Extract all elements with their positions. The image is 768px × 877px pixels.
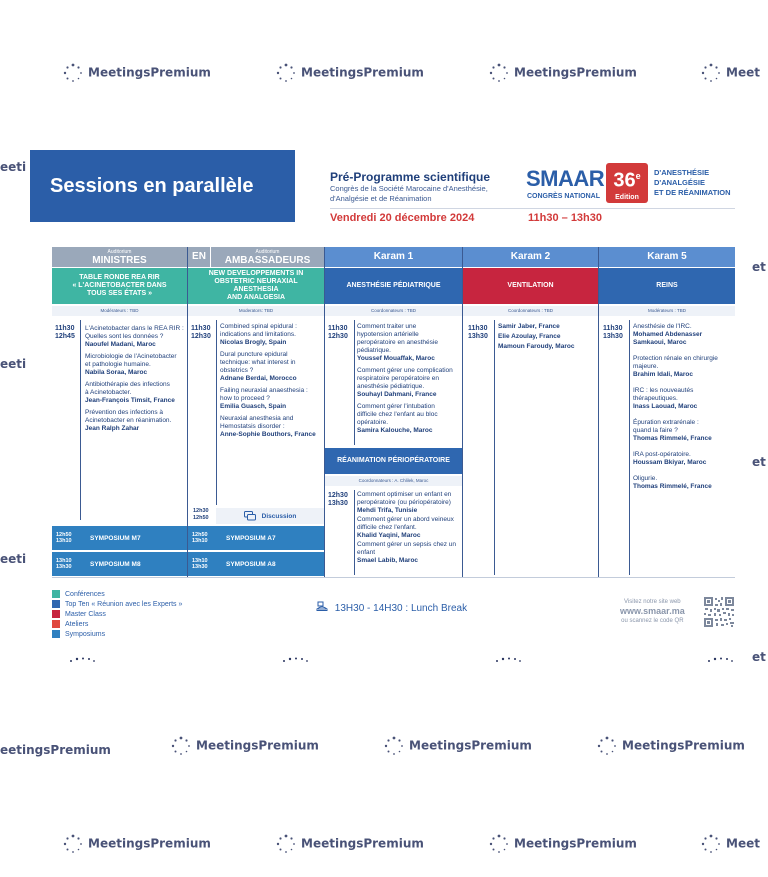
time-start: 13h10 [192,558,208,564]
society-line: ET DE RÉANIMATION [654,188,731,197]
talk-title: Comment gérer l'intubation [357,403,435,410]
legend-label: Master Class [65,611,106,618]
watermark [752,260,766,274]
talk-title: L'Acinetobacter dans le REA RIR : [85,325,184,332]
column-divider [80,320,81,520]
talk-title: technique: what interest in [220,359,296,366]
session-line: AND ANALGESIA [226,294,286,301]
time-range [193,508,209,522]
time-end: 13h10 [192,538,208,544]
talk-title: how to proceed ? [220,395,270,402]
session-line: TABLE RONDE REA RIR [79,274,160,281]
talk-title: anesthésie pédiatrique. [357,383,425,390]
talk-title: indications and limitations. [220,331,296,338]
time-range [191,325,211,341]
watermark-dots-icon [68,656,96,664]
talk-title: à Acinetobacter. [85,389,132,396]
watermark [62,833,211,855]
website-url[interactable]: www.smaar.ma [620,606,685,616]
moderators: Moderators: TBD [188,306,324,316]
watermark-text: eeti [0,160,27,174]
talk-speaker: Adnane Berdai, Morocco [220,375,297,382]
watermark-text: MeetingsPremium [301,65,424,80]
talk-item [633,323,735,347]
column-header-name: Karam 5 [647,251,687,262]
talk-title: Comment traiter une [357,323,417,330]
symposium-time [52,558,84,570]
time-end: 12h45 [55,333,75,340]
talk-item [633,451,735,467]
watermark [383,735,532,757]
talk-speaker: Anne-Sophie Bouthors, France [220,431,316,438]
time-range [328,492,348,508]
watermark-text: MeetingsPremium [514,65,637,80]
watermark-text: MeetingsPremium [622,738,745,753]
program-date: Vendredi 20 décembre 2024 [330,212,475,224]
watermark-dots-icon [281,656,309,664]
talk-title: obstetrics ? [220,367,254,374]
watermark [0,160,26,174]
column-header-en [188,247,210,267]
column-header-name: Karam 1 [373,251,414,262]
legend-swatch [52,610,60,618]
time-range [55,325,75,341]
symposium-block [52,552,187,576]
talk-item [220,387,324,411]
session-line: TOUS SES ÉTATS » [87,290,152,297]
talk-item [85,325,187,349]
time-start: 11h30 [603,325,623,332]
talk-title: Neuraxial anesthesia and [220,415,294,422]
talk-title: IRA post-opératoire. [633,451,691,458]
program-subtitle [330,184,515,204]
talk-speaker: Inass Laouad, Maroc [633,403,698,410]
symposium-label: SYMPOSIUM M7 [90,534,141,542]
legend [52,590,182,640]
talk-item [633,387,735,411]
column-divider [354,320,355,445]
talk-title: opératoire. [357,419,389,426]
speaker-name: Elie Azoulay, France [498,333,561,340]
session-line: « L'ACINETOBACTER DANS [72,282,167,289]
discussion-label: Discussion [261,512,297,520]
column-divider [324,247,325,577]
time-start: 12h50 [56,532,72,538]
moderators: Coordonnateurs : TBD [325,306,462,316]
visit-line: Visitez notre site web [624,599,681,605]
time-end: 12h30 [328,333,348,340]
watermark [488,833,637,855]
column-divider [462,247,463,577]
time-end: 13h30 [56,564,72,570]
symposium-label: SYMPOSIUM M8 [90,560,141,568]
column-header-name: Karam 2 [510,251,551,262]
program-time: 11h30 – 13h30 [528,212,603,224]
talk-item [220,415,324,439]
talk-list [633,323,735,495]
column-header-karam1 [325,247,462,267]
talk-title: Oligurie. [633,475,658,482]
legend-item [52,600,182,610]
session-line: ANESTHÉSIE PÉDIATRIQUE [346,282,441,289]
talk-item [85,381,187,405]
subtitle-line: Congrès de la Société Marocaine d'Anesthésie, [330,184,488,193]
column-header-small: Auditorium [255,249,280,255]
banner-title: Sessions en parallèle [50,174,254,197]
session-line: RÉANIMATION PÉRIOPÉRATOIRE [337,457,450,464]
talk-title: Comment gérer un sepsis chez un [357,541,456,548]
time-start: 12h30 [328,492,348,499]
column-header-ministres [52,247,187,267]
watermark-dots-icon [596,735,618,757]
talk-title: Comment gérer un abord veineux [357,516,454,523]
legend-swatch [52,600,60,608]
watermark-dots-icon [700,833,722,855]
edition-number [606,163,648,194]
talk-speaker: Nicolas Brogly, Spain [220,339,287,346]
talk-speaker: Youssef Mouaffak, Maroc [357,355,435,362]
edition-label: Edition [615,193,639,201]
legend-swatch [52,630,60,638]
talk-speaker: Jean Ralph Zahar [85,425,140,432]
column-header-karam5 [599,247,735,267]
watermark [170,735,319,757]
talk-title: peropératoire en anesthésie [357,339,438,346]
talk-speaker: Samira Kalouche, Maroc [357,427,433,434]
talk-title: difficile chez l'enfant. [357,524,417,531]
session-title [325,268,462,304]
session-line: NEW DEVELOPPEMENTS IN [208,270,304,277]
time-start: 11h30 [55,325,75,332]
talk-title: hypotension artérielle [357,331,419,338]
watermark-text: et [752,650,766,664]
moderators: Coordonnateurs : TBD [463,306,598,316]
speaker-name: Samir Jaber, France [498,323,560,330]
column-divider [354,490,355,575]
food-tray-icon [316,601,328,612]
talk-title: respiratoire peropératoire en [357,375,440,382]
congress-label: CONGRÈS NATIONAL [527,193,600,200]
talk-item [357,323,462,363]
watermark-text: eetingsPremium [0,743,111,757]
edition-badge [606,163,648,203]
column-header-name: EN [192,251,206,262]
watermark-text: eeti [0,357,27,371]
watermark-text: MeetingsPremium [88,836,211,851]
legend-item [52,620,182,630]
talk-title: peropératoire (ou périopératoire) [357,499,451,506]
column-header-name: MINISTRES [92,255,147,266]
watermark-dots-icon [494,656,522,664]
speaker-name: Mamoun Faroudy, Maroc [498,343,575,350]
watermark-text: MeetingsPremium [301,836,424,851]
time-end: 13h30 [468,333,488,340]
watermark-text: eeti [0,552,27,566]
watermark-text: MeetingsPremium [88,65,211,80]
time-range [603,325,623,341]
talk-title: thérapeutiques. [633,395,678,402]
watermark [700,62,760,84]
talk-item [357,491,462,515]
talk-title: Hemostatsis disorder : [220,423,285,430]
talk-speaker: Mehdi Trifa, Tunisie [357,507,418,514]
time-start: 12h30 [193,508,209,514]
lunch-label: 13H30 - 14H30 : Lunch Break [334,603,468,614]
talk-item [85,353,187,377]
watermark [275,833,424,855]
time-end: 13h30 [328,500,348,507]
talk-list [357,491,462,565]
talk-title: enfant [357,549,376,556]
talk-speaker: Houssam Bkiyar, Maroc [633,459,707,466]
society-line: D'ANESTHÉSIE [654,168,710,177]
watermark [596,735,745,757]
time-end: 13h30 [603,333,623,340]
subtitle-line: d'Analgésie et de Réanimation [330,194,432,203]
time-start: 11h30 [191,325,211,332]
chat-icon [244,511,256,521]
talk-item [633,355,735,379]
watermark-text: Meet [726,65,760,80]
talk-speaker: Brahim Idali, Maroc [633,371,693,378]
column-divider [216,320,217,505]
column-divider [598,247,599,577]
column-divider [629,320,630,575]
talk-item [220,351,324,383]
session-line: OBSTETRIC NEURAXIAL ANESTHESIA [214,278,298,293]
moderators: Modérateurs : TBD [52,306,187,316]
watermark-dots-icon [275,833,297,855]
session-title [463,268,598,304]
talk-item [357,541,462,565]
watermark-text: et [752,455,766,469]
talk-speaker: Jean-François Timsit, France [85,397,175,404]
legend-item [52,630,182,640]
talk-title: Anesthésie de l'IRC. [633,323,692,330]
society-name [654,168,731,198]
symposium-block [188,526,324,550]
legend-label: Conférences [65,591,105,598]
discussion-block [216,508,324,524]
watermark [0,357,26,371]
column-divider [494,320,495,575]
talk-title: IRC : les nouveautés [633,387,694,394]
talk-title: majeure. [633,363,659,370]
talk-speaker: Nabila Soraa, Maroc [85,369,148,376]
talk-list [357,323,462,439]
legend-label: Symposiums [65,631,106,638]
symposium-block [188,552,324,576]
symposium-time [188,558,220,570]
watermark-dots-icon [488,833,510,855]
talk-title: Microbiologie de l'Acinetobacter [85,353,177,360]
smaar-logo: SMAAR [526,166,605,191]
watermark-dots-icon [62,833,84,855]
qr-code-icon[interactable] [703,596,735,628]
watermark [0,743,111,757]
legend-swatch [52,620,60,628]
symposium-time [188,532,220,544]
talk-item [220,323,324,347]
lunch-break [316,601,467,614]
talk-speaker: Naoufel Madani, Maroc [85,341,156,348]
sessions-banner [30,150,295,222]
symposium-label: SYMPOSIUM A8 [226,560,276,568]
talk-title: et pathologie humaine. [85,361,151,368]
watermark [752,650,766,664]
talk-title: Failing neuraxial anaesthesia : [220,387,308,394]
session-title [599,268,735,304]
legend-label: Top Ten « Réunion avec les Experts » [65,601,183,608]
symposium-time [52,532,84,544]
watermark-dots-icon [170,735,192,757]
talk-item [357,367,462,399]
time-end: 12h30 [191,333,211,340]
talk-title: Acinetobacter en réanimation. [85,417,172,424]
session-title [52,268,187,304]
talk-title: Épuration extrarénale : [633,419,699,426]
session-line: REINS [656,282,678,289]
legend-swatch [52,590,60,598]
watermark [62,62,211,84]
column-header-karam2 [463,247,598,267]
talk-item [357,403,462,435]
talk-title: Prévention des infections à [85,409,164,416]
talk-title: difficile chez l'enfant au bloc [357,411,438,418]
talk-title: Antibiothérapie des infections [85,381,170,388]
talk-list [85,325,187,437]
talk-item [357,516,462,540]
watermark-text: MeetingsPremium [409,738,532,753]
watermark-dots-icon [275,62,297,84]
watermark [700,833,760,855]
talk-title: pédiatrique. [357,347,391,354]
column-header-small: Auditorium [107,249,132,255]
symposium-label: SYMPOSIUM A7 [226,534,276,542]
talk-speaker: Souhayl Dahmani, France [357,391,437,398]
time-range [328,325,348,341]
session-title [325,448,462,474]
talk-title: Combined spinal epidural : [220,323,297,330]
talk-title: Comment optimiser un enfant en [357,491,452,498]
talk-speaker: Smael Labib, Maroc [357,557,419,564]
talk-speaker: Thomas Rimmelé, France [633,483,712,490]
legend-item [52,590,182,600]
talk-item [85,409,187,433]
watermark [752,455,766,469]
time-start: 11h30 [328,325,348,332]
society-line: D'ANALGÉSIE [654,178,705,187]
time-end: 13h30 [192,564,208,570]
session-title [188,268,324,304]
watermark-dots-icon [700,62,722,84]
moderators: Coordonnateurs : A. Chlilek, Maroc [325,476,462,486]
talk-item [633,419,735,443]
edition-suffix: e [635,171,641,181]
watermark [275,62,424,84]
edition-number-value: 36 [613,169,636,192]
watermark-dots-icon [383,735,405,757]
watermark-text: Meet [726,836,760,851]
website-info [620,598,685,625]
time-end: 13h10 [56,538,72,544]
watermark-text: MeetingsPremium [196,738,319,753]
talk-speaker: Samkaoui, Maroc [633,339,687,346]
time-range [468,325,488,341]
watermark-text: et [752,260,766,274]
time-start: 11h30 [468,325,488,332]
session-line: VENTILATION [507,282,554,289]
talk-title: Comment gérer une complication [357,367,453,374]
watermark-dots-icon [488,62,510,84]
time-start: 12h50 [192,532,208,538]
talk-speaker: Mohamed Abdenasser [633,331,703,338]
talk-title: quand la faire ? [633,427,678,434]
symposium-block [52,526,187,550]
watermark-dots-icon [706,656,734,664]
talk-list [220,323,324,443]
column-header-ambassadeurs [211,247,324,267]
program-title: Pré-Programme scientifique [330,170,491,184]
watermark-dots-icon [62,62,84,84]
watermark [0,552,26,566]
talk-speaker: Khalid Yaqini, Maroc [357,532,421,539]
talk-title: Quelles sont les données ? [85,333,164,340]
talk-title: Protection rénale en chirurgie [633,355,718,362]
talk-item [633,475,735,491]
time-end: 12h50 [193,515,209,521]
time-start: 13h10 [56,558,72,564]
legend-item [52,610,182,620]
watermark [488,62,637,84]
watermark-text: MeetingsPremium [514,836,637,851]
talk-speaker: Thomas Rimmelé, France [633,435,712,442]
moderators: Modérateurs : TBD [599,306,735,316]
header-divider [330,208,735,209]
table-bottom-line [52,577,735,578]
speaker-list [498,323,598,351]
column-header-name: AMBASSADEURS [224,255,311,266]
talk-title: Dural puncture epidural [220,351,288,358]
visit-line: ou scannez le code QR [621,618,684,624]
talk-speaker: Emilia Guasch, Spain [220,403,287,410]
legend-label: Ateliers [65,621,89,628]
